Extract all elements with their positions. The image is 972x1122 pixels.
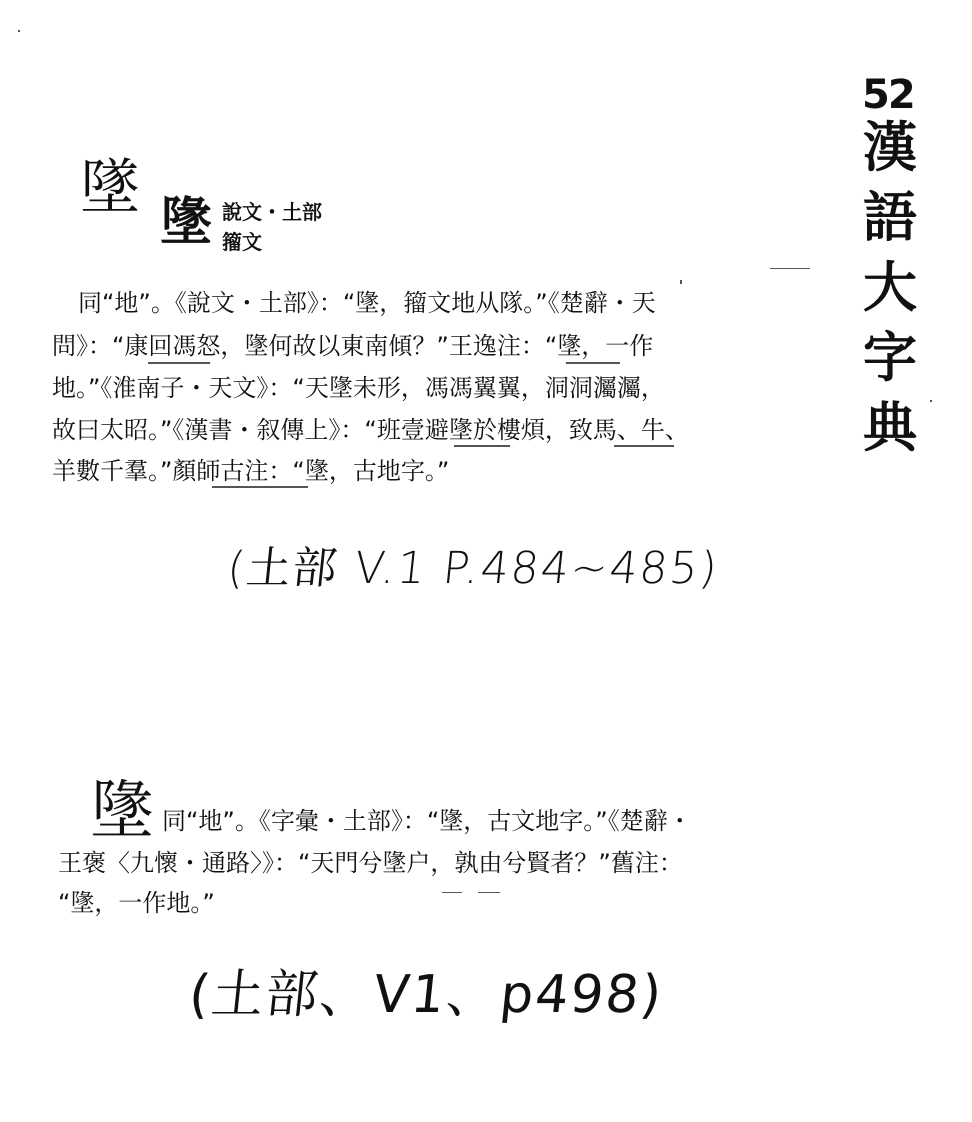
- entry1-seal-form: 墬: [160, 192, 213, 253]
- scan-speck: [478, 892, 500, 893]
- entry1-source-type: 籀文: [222, 230, 262, 254]
- title-char-4: 字: [863, 326, 917, 389]
- scan-speck: [770, 268, 810, 269]
- name-underline: [148, 362, 210, 364]
- entry1-text-line-4: 故曰太昭。”《漢書・叙傳上》：“班壹避墬於樓煩，致馬、牛、: [52, 416, 689, 444]
- name-underline: [614, 445, 674, 447]
- scan-speck: [442, 892, 462, 893]
- name-underline: [454, 445, 510, 447]
- entry2-handwritten-reference: (土部、V1、p498): [186, 965, 667, 1025]
- entry1-text-line-1: 同“地”。《說文・土部》：“墬，籀文地从隊。”《楚辭・天: [78, 289, 656, 317]
- entry1-source-label: 說文・土部: [222, 200, 322, 224]
- title-char-5: 典: [863, 396, 917, 459]
- title-char-1: 漢: [863, 116, 917, 179]
- entry1-handwritten-reference: (土部 V.1 P.484~485): [224, 543, 722, 594]
- scan-speck: [18, 30, 20, 32]
- entry1-text-line-5: 羊數千羣。”顏師古注：“墬，古地字。”: [52, 457, 450, 485]
- title-char-2: 語: [863, 186, 917, 249]
- name-underline: [212, 486, 308, 488]
- entry2-text-line-3: “墬，一作地。”: [58, 889, 215, 917]
- scan-speck: [680, 280, 682, 284]
- entry2-text-line-1: 同“地”。《字彙・土部》：“墬，古文地字。”《楚辭・: [162, 807, 692, 835]
- scan-speck: [930, 400, 932, 402]
- entry2-text-line-2: 王褒〈九懷・通路〉》：“天門兮墬户，孰由兮賢者？”舊注：: [58, 849, 683, 877]
- volume-number: 52: [862, 72, 914, 118]
- entry1-text-line-2: 問》：“康回馮怒，墬何故以東南傾？”王逸注：“墬，一作: [52, 332, 654, 360]
- entry1-text-line-3: 地。”《淮南子・天文》：“天墬未形，馮馮翼翼，洞洞灟灟，: [52, 374, 665, 402]
- title-char-3: 大: [863, 256, 917, 319]
- entry1-headword: 墜: [80, 153, 140, 223]
- entry2-headword: 墬: [90, 775, 154, 849]
- name-underline: [566, 362, 620, 364]
